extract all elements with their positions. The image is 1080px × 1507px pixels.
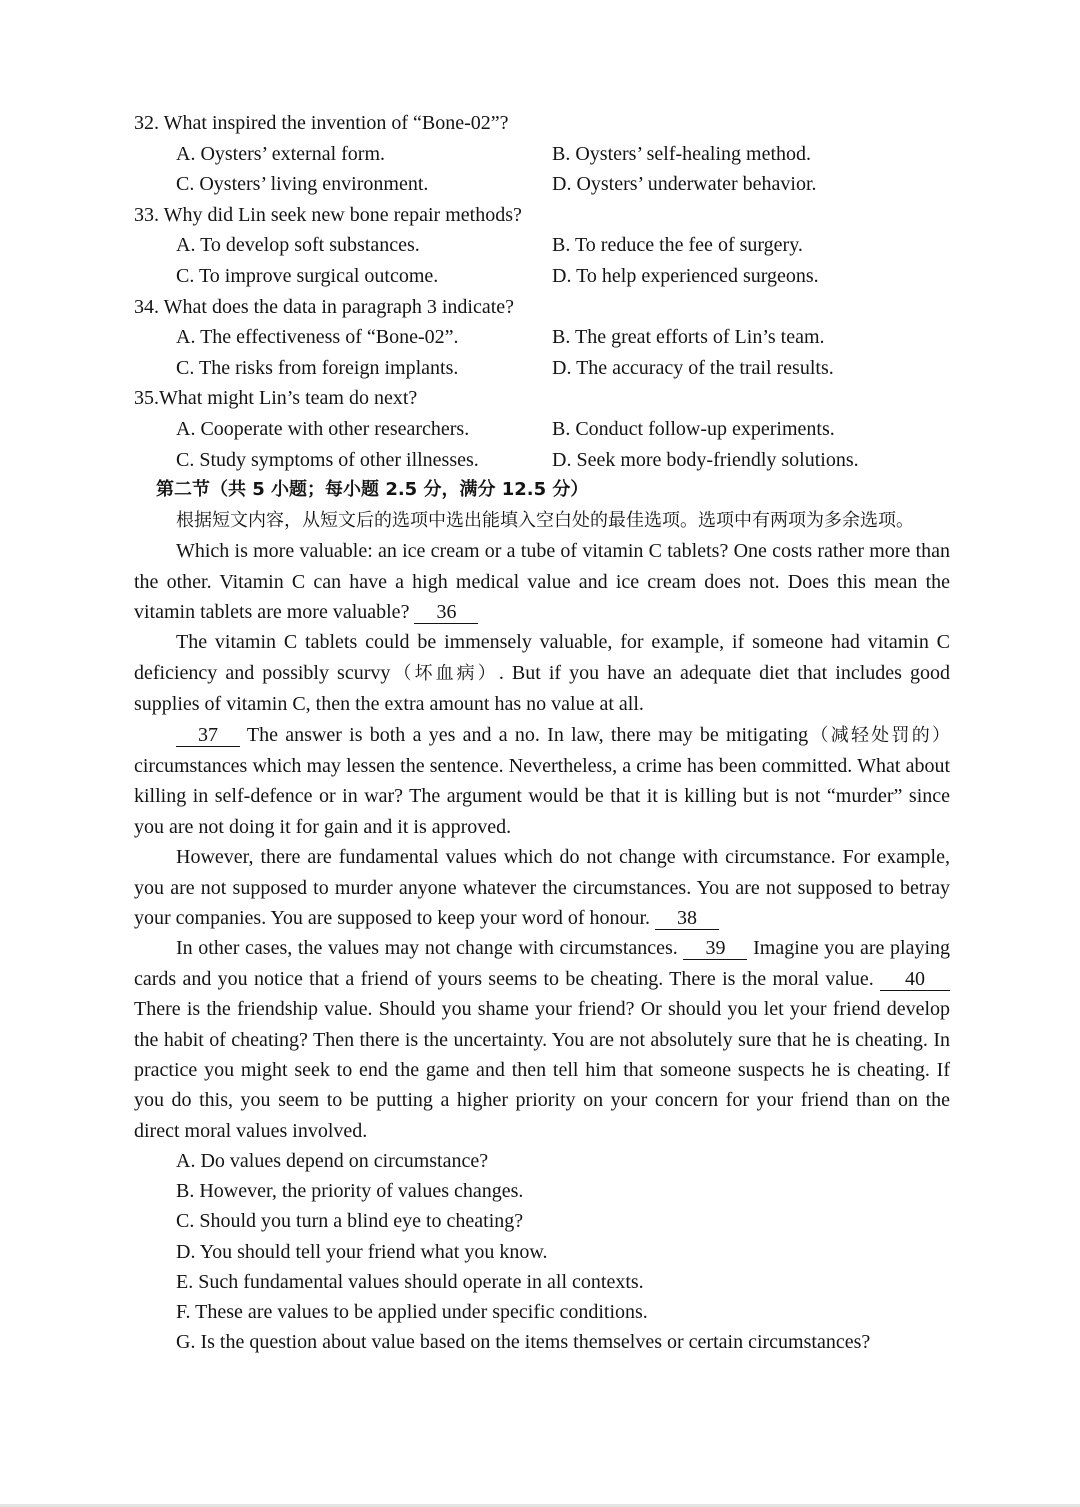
passage-p3-text-a: The answer is both a yes and a no. In law, there may be mitigating: [240, 723, 809, 746]
question-32-stem: 32. What inspired the invention of “Bone-02”?: [134, 112, 509, 134]
passage-p5-text-c: There is the friendship value. Should you shame your friend? Or should you let your friend develop the habit of cheating? Then there is the uncertainty. You are not absolutely sure that he is cheating. In practice you might seek to end the game and then tell him that someone suspects he is cheating. If you do this, you seem to be putting a higher priority on your concern for your friend than on the direct moral values involved.: [134, 998, 950, 1142]
question-35-option-a: A. Cooperate with other researchers.: [176, 417, 470, 440]
question-34-option-b: B. The great efforts of Lin’s team.: [552, 326, 825, 349]
question-32-options-row-1: [134, 139, 950, 170]
blank-40: 40: [880, 968, 950, 991]
blank-38: 38: [655, 907, 719, 930]
question-35-option-c: C. Study symptoms of other illnesses.: [176, 448, 479, 471]
passage-paragraph-3: [134, 720, 950, 843]
question-32-option-c: C. Oysters’ living environment.: [176, 173, 429, 196]
passage-paragraph-1: [134, 536, 950, 627]
passage-p2-text-b: . But if you have an adequate diet that includes good supplies of vitamin C, then the extra amount has no value at all.: [134, 661, 950, 716]
question-35-options-row-2: [134, 445, 950, 476]
question-34-stem: 34. What does the data in paragraph 3 indicate?: [134, 295, 515, 318]
passage-p4-text: However, there are fundamental values which do not change with circumstance. For example, you are not supposed to murder anyone whatever the circumstances. You are not supposed to betray your companies. You are supposed to keep your word of honour.: [134, 846, 950, 929]
passage-paragraph-2: [134, 627, 950, 719]
question-35-option-d: D. Seek more body-friendly solutions.: [552, 448, 859, 471]
passage-p2-text-a: The vitamin C tablets could be immensely valuable, for example, if someone had vitamin C deficiency and possibly scurvy: [134, 631, 950, 684]
question-35-option-b: B. Conduct follow-up experiments.: [552, 417, 835, 440]
passage-p2-chinese-gloss: （坏血病）: [390, 662, 499, 684]
passage-p1-text: Which is more valuable: an ice cream or a tube of vitamin C tablets? One costs rather more than the other. Vitamin C can have a high medical value and ice cream does not. Does this mean the vitamin tablets are more valuable?: [134, 540, 950, 623]
choice-c: C. Should you turn a blind eye to cheating?: [176, 1210, 524, 1233]
choice-a: A. Do values depend on circumstance?: [176, 1150, 489, 1173]
question-34-options-row-2: [134, 353, 950, 384]
passage-p5-text-b: Imagine you are playing cards and you notice that a friend of yours seems to be cheating. There is the moral value.: [134, 937, 951, 990]
question-33-option-a: A. To develop soft substances.: [176, 234, 420, 257]
question-32-option-b: B. Oysters’ self-healing method.: [552, 142, 812, 165]
passage-p3-chinese-gloss: （减轻处罚的）: [808, 724, 951, 746]
passage-paragraph-5: [134, 933, 950, 1146]
blank-39: 39: [683, 937, 747, 960]
question-34-options-row-1: [134, 322, 950, 353]
choice-e: E. Such fundamental values should operate in all contexts.: [176, 1270, 644, 1293]
choice-g: G. Is the question about value based on the items themselves or certain circumstances?: [176, 1330, 871, 1353]
question-32-options-row-2: [134, 169, 950, 200]
question-33-options-row-1: [134, 230, 950, 261]
section-2-instruction: 根据短文内容，从短文后的选项中选出能填入空白处的最佳选项。选项中有两项为多余选项。: [176, 509, 914, 531]
passage-p3-text-b: circumstances which may lessen the sentence. Nevertheless, a crime has been committed. What about killing in self-defence or in war? The argument would be that it is killing but is not “murder” since you are not doing it for gain and it is approved.: [134, 754, 950, 838]
question-32-option-d: D. Oysters’ underwater behavior.: [552, 173, 817, 196]
question-34-option-a: A. The effectiveness of “Bone-02”.: [176, 326, 459, 349]
choice-f: F. These are values to be applied under specific conditions.: [176, 1300, 648, 1323]
choice-b: B. However, the priority of values changes.: [176, 1180, 524, 1203]
choice-d: D. You should tell your friend what you know.: [176, 1240, 548, 1263]
question-35-options-row-1: [134, 414, 950, 445]
question-33-stem: 33. Why did Lin seek new bone repair methods?: [134, 203, 522, 226]
question-33-options-row-2: [134, 261, 950, 292]
question-33-option-b: B. To reduce the fee of surgery.: [552, 234, 803, 257]
section-2-title: 第二节（共 5 小题；每小题 2.5 分，满分 12.5 分）: [156, 479, 589, 501]
question-32-option-a: A. Oysters’ external form.: [176, 142, 386, 165]
question-33-option-d: D. To help experienced surgeons.: [552, 264, 819, 287]
question-33-option-c: C. To improve surgical outcome.: [176, 264, 439, 287]
passage-p5-text-a: In other cases, the values may not change with circumstances.: [176, 937, 684, 960]
passage-paragraph-4: [134, 842, 950, 933]
question-35-stem: 35.What might Lin’s team do next?: [134, 387, 418, 410]
blank-36: 36: [414, 601, 478, 624]
question-34-option-c: C. The risks from foreign implants.: [176, 356, 459, 379]
question-34-option-d: D. The accuracy of the trail results.: [552, 356, 834, 379]
blank-37: 37: [176, 724, 240, 747]
